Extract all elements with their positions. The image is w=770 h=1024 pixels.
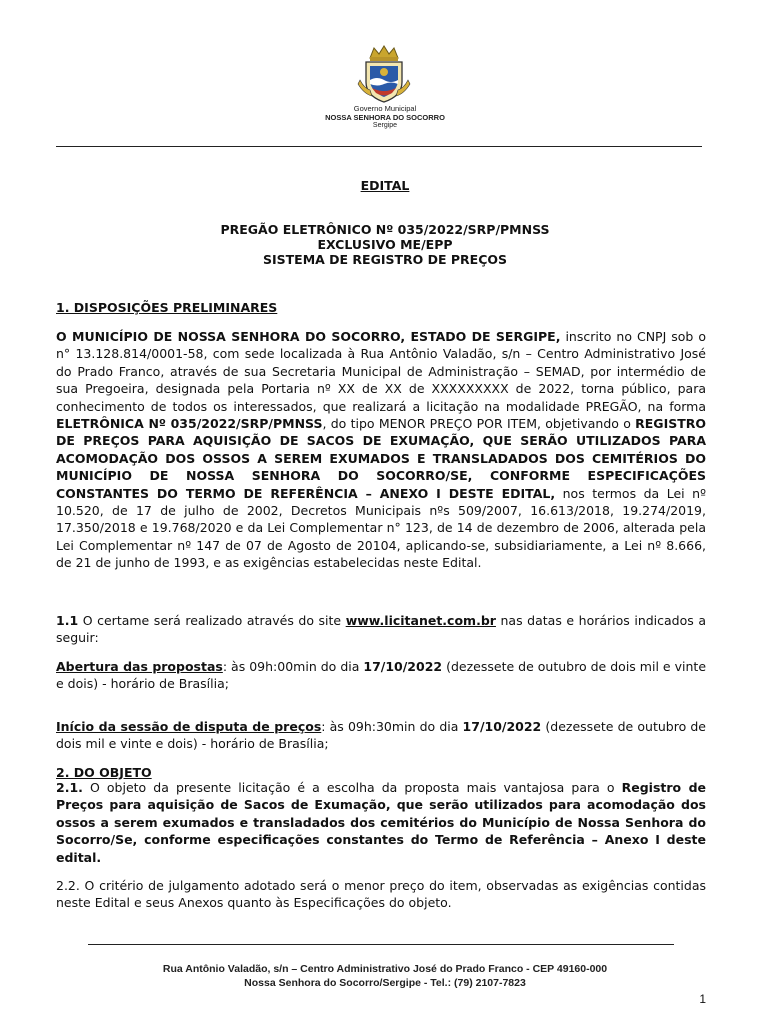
licitanet-site-link[interactable]: www.licitanet.com.br: [345, 613, 496, 628]
section-2-heading: 2. DO OBJETO: [56, 765, 152, 780]
session-start-paragraph: Início da sessão de disputa de preços: às 09h:30min do dia 17/10/2022 (dezessete de outubro de dois mil e vinte e dois) - horário de Brasília;: [56, 719, 706, 752]
section-1-paragraph: O MUNICÍPIO DE NOSSA SENHORA DO SOCORRO, ESTADO DE SERGIPE, inscrito no CNPJ sob o n° 13.128.814/0001-58, com sede localizada à Rua Antônio Valadão, s/n – Centro Administrativo José do Prado Franco, através de sua Secretaria Municipal de Administração – SEMAD, por intermédio de sua Pregoeira, designada pela Portaria nº XX de XX de XXXXXXXXX de 2022, torna público, para conhecimento de todos os interessados, que realizará a licitação na modalidade PREGÃO, na forma ELETRÔNICA Nº 035/2022/SRP/PMNSS, do tipo MENOR PREÇO POR ITEM, objetivando o REGISTRO DE PREÇOS PARA AQUISIÇÃO DE SACOS DE EXUMAÇÃO, QUE SERÃO UTILIZADOS PARA ACOMODAÇÃO DOS OSSOS A SEREM EXUMADOS E TRANSLADADOS DOS CEMITÉRIOS DO MUNICÍPIO DE NOSSA SENHORA DO SOCORRO/SE, CONFORME ESPECIFICAÇÕES CONSTANTES DO TERMO DE REFERÊNCIA – ANEXO I DESTE EDITAL, nos termos da Lei nº 10.520, de 17 de julho de 2002, Decretos Municipais nºs 509/2007, 16.613/2018, 19.274/2019, 17.350/2018 e 19.768/2020 e da Lei Complementar n° 123, de 14 de dezembro de 2006, alterada pela Lei Complementar nº 147 de 07 de Agosto de 20104, aplicando-se, subsidiariamente, a Lei nº 8.666, de 21 de junho de 1993, e as exigências estabelecidas neste Edital.: [56, 329, 706, 571]
header-state-name: Sergipe: [372, 122, 398, 129]
tender-system-title: SISTEMA DE REGISTRO DE PREÇOS: [262, 252, 508, 267]
clause-2-2-paragraph: 2.2. O critério de julgamento adotado será o menor preço do item, observadas as exigências contidas neste Edital e seus Anexos quanto às Especificações do objeto.: [56, 878, 706, 911]
header-municipality-name: NOSSA SENHORA DO SOCORRO: [325, 113, 445, 122]
municipal-crest-logo: [352, 44, 416, 106]
page-number: 1: [699, 992, 706, 1006]
section-1-heading: 1. DISPOSIÇÕES PRELIMINARES: [56, 300, 278, 315]
clause-2-1-paragraph: 2.1. O objeto da presente licitação é a escolha da proposta mais vantajosa para o Registro de Preços para aquisição de Sacos de Exumação, que serão utilizados para acomodação dos ossos a serem exumados e transladados dos cemitérios do Município de Nossa Senhora do Socorro/Se, conforme especificações constantes do Termo de Referência – Anexo I deste edital.: [56, 780, 706, 865]
proposal-opening-paragraph: Abertura das propostas: às 09h:00min do dia 17/10/2022 (dezessete de outubro de dois mil e vinte e dois) - horário de Brasília;: [56, 659, 707, 692]
footer-address: Rua Antônio Valadão, s/n – Centro Administrativo José do Prado Franco - CEP 49160-000: [162, 963, 608, 975]
header-divider: [56, 146, 702, 147]
tender-number-title: PREGÃO ELETRÔNICO Nº 035/2022/SRP/PMNSS: [220, 222, 550, 237]
tender-exclusivity-title: EXCLUSIVO ME/EPP: [317, 237, 453, 252]
header-government-label: Governo Municipal: [353, 104, 417, 113]
clause-1-1-paragraph: 1.1 O certame será realizado através do site www.licitanet.com.br nas datas e horários indicados a seguir:: [56, 613, 706, 646]
footer-contact: Nossa Senhora do Socorro/Sergipe - Tel.: (79) 2107-7823: [244, 977, 526, 989]
footer-divider: [88, 944, 674, 945]
document-title: EDITAL: [360, 178, 410, 193]
